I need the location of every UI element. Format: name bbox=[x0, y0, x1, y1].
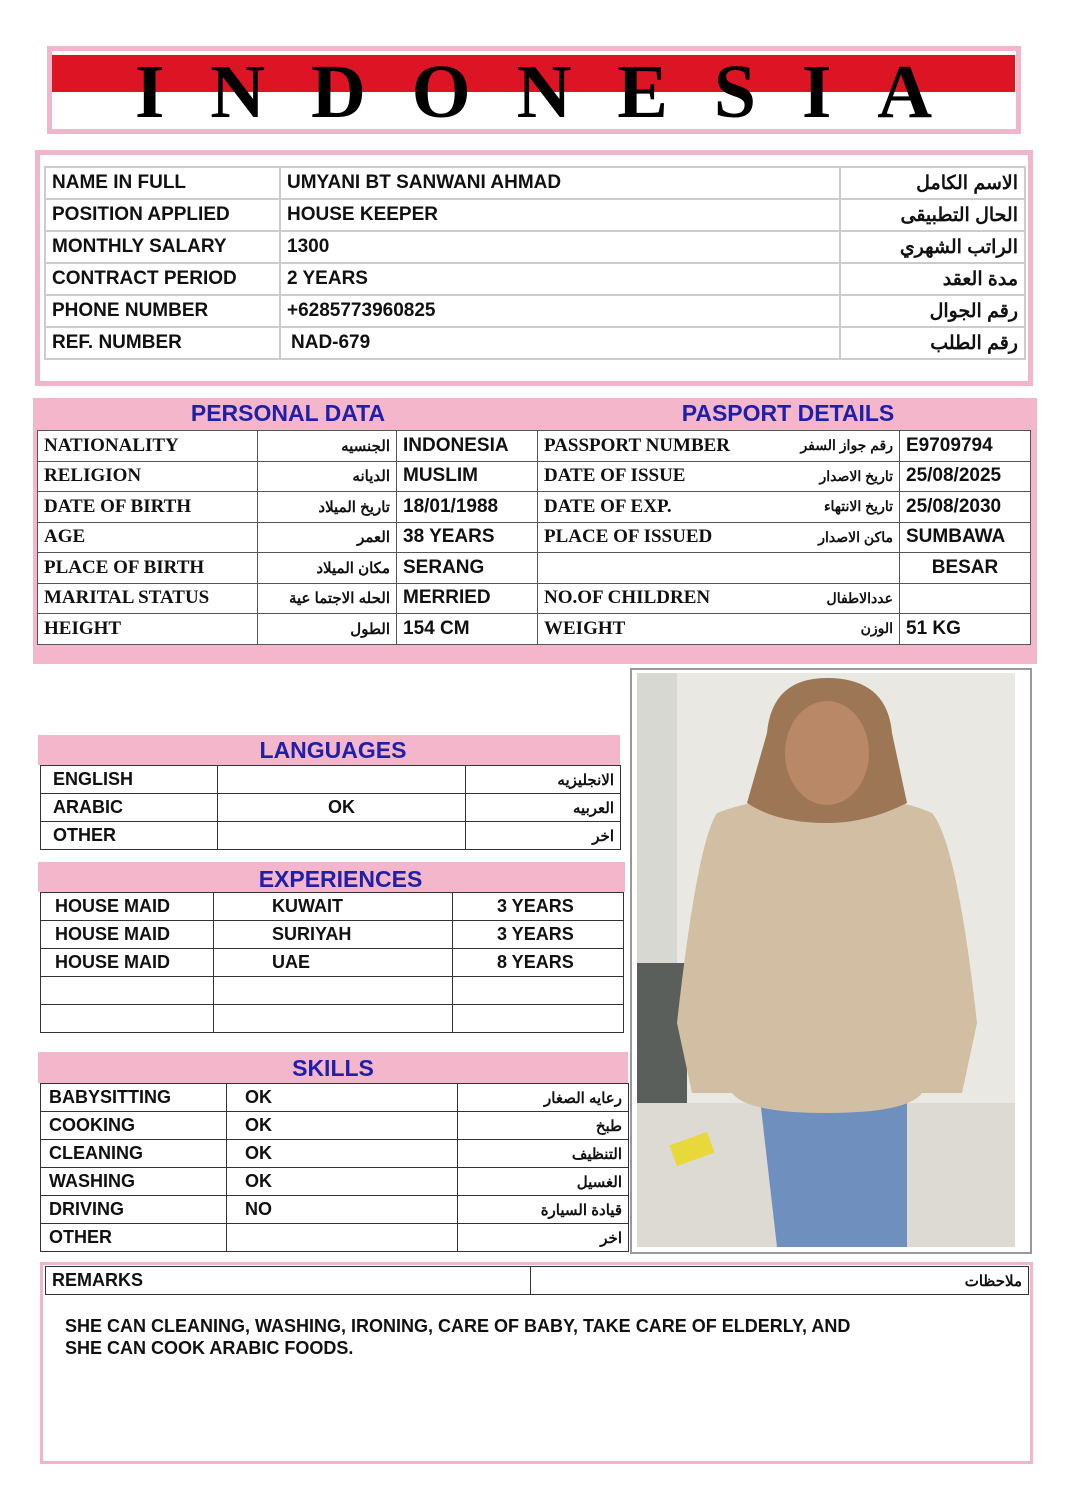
experience-job bbox=[41, 1005, 214, 1033]
skill-label-ar: الغسيل bbox=[458, 1168, 629, 1196]
table-row bbox=[38, 614, 1031, 645]
skill-value: OK bbox=[227, 1084, 458, 1112]
field-value: NAD-679 bbox=[280, 327, 840, 359]
photo-frame bbox=[630, 668, 1032, 1254]
passport-label: DATE OF ISSUE bbox=[538, 461, 758, 492]
skills-table bbox=[40, 1083, 629, 1252]
title-letter: I bbox=[801, 49, 832, 134]
experiences-table bbox=[40, 892, 624, 1033]
skill-label-ar: قيادة السيارة bbox=[458, 1196, 629, 1224]
language-label-ar: العربيه bbox=[466, 794, 621, 822]
skill-value bbox=[227, 1224, 458, 1252]
table-row bbox=[45, 199, 1025, 231]
personal-label: AGE bbox=[38, 522, 258, 553]
personal-label: NATIONALITY bbox=[38, 431, 258, 462]
experience-years bbox=[453, 1005, 624, 1033]
remarks-text bbox=[65, 1315, 850, 1359]
language-label: ARABIC bbox=[41, 794, 218, 822]
personal-label: HEIGHT bbox=[38, 614, 258, 645]
personal-label: PLACE OF BIRTH bbox=[38, 553, 258, 584]
table-row bbox=[41, 893, 624, 921]
personal-label-ar: تاريخ الميلاد bbox=[258, 492, 397, 523]
language-level bbox=[218, 822, 466, 850]
experience-country: SURIYAH bbox=[214, 921, 453, 949]
field-label-ar: الحال التطبيقى bbox=[840, 199, 1025, 231]
field-label: REF. NUMBER bbox=[45, 327, 280, 359]
language-label-ar: اخر bbox=[466, 822, 621, 850]
personal-data-heading: PERSONAL DATA bbox=[190, 400, 386, 426]
remarks-line: SHE CAN CLEANING, WASHING, IRONING, CARE OF BABY, TAKE CARE OF ELDERLY, AND bbox=[65, 1316, 851, 1336]
personal-label-ar: الطول bbox=[258, 614, 397, 645]
field-label: CONTRACT PERIOD bbox=[45, 263, 280, 295]
table-row bbox=[45, 231, 1025, 263]
remarks-header bbox=[45, 1266, 1029, 1295]
skill-label-ar: طبخ bbox=[458, 1112, 629, 1140]
title-letter: A bbox=[877, 49, 933, 134]
table-row bbox=[41, 822, 621, 850]
field-value: UMYANI BT SANWANI AHMAD bbox=[280, 167, 840, 199]
passport-value: 25/08/2030 bbox=[900, 492, 1031, 523]
personal-label-ar: الحله الاجتما عية bbox=[258, 583, 397, 614]
personal-label-ar: مكان الميلاد bbox=[258, 553, 397, 584]
personal-value: SERANG bbox=[397, 553, 538, 584]
personal-value: 18/01/1988 bbox=[397, 492, 538, 523]
experience-years: 8 YEARS bbox=[453, 949, 624, 977]
table-row bbox=[41, 977, 624, 1005]
language-label: ENGLISH bbox=[41, 766, 218, 794]
skill-label: WASHING bbox=[41, 1168, 227, 1196]
experience-country bbox=[214, 977, 453, 1005]
remarks-line: SHE CAN COOK ARABIC FOODS. bbox=[65, 1338, 354, 1358]
personal-value: MERRIED bbox=[397, 583, 538, 614]
table-row bbox=[41, 1112, 629, 1140]
skill-value: OK bbox=[227, 1140, 458, 1168]
passport-label bbox=[538, 553, 758, 584]
personal-value: INDONESIA bbox=[397, 431, 538, 462]
title-letter: D bbox=[310, 49, 366, 134]
field-value: HOUSE KEEPER bbox=[280, 199, 840, 231]
experience-years: 3 YEARS bbox=[453, 893, 624, 921]
skill-label: COOKING bbox=[41, 1112, 227, 1140]
experience-job: HOUSE MAID bbox=[41, 893, 214, 921]
field-label-ar: الراتب الشهري bbox=[840, 231, 1025, 263]
passport-label-ar: رقم جواز السفر bbox=[758, 431, 900, 462]
title-letter: N bbox=[210, 49, 266, 134]
passport-label: NO.OF CHILDREN bbox=[538, 583, 758, 614]
passport-value: E9709794 bbox=[900, 431, 1031, 462]
personal-label-ar: الديانه bbox=[258, 461, 397, 492]
field-label-ar: مدة العقد bbox=[840, 263, 1025, 295]
skill-label: BABYSITTING bbox=[41, 1084, 227, 1112]
table-row bbox=[45, 327, 1025, 359]
passport-label-ar: عددالاطفال bbox=[758, 583, 900, 614]
passport-value: SUMBAWA bbox=[900, 522, 1031, 553]
table-row bbox=[41, 921, 624, 949]
title-letter: N bbox=[516, 49, 572, 134]
experiences-heading: EXPERIENCES bbox=[258, 866, 423, 892]
personal-label-ar: الجنسيه bbox=[258, 431, 397, 462]
passport-value bbox=[900, 583, 1031, 614]
skill-label: OTHER bbox=[41, 1224, 227, 1252]
passport-value: 51 KG bbox=[900, 614, 1031, 645]
personal-value: 38 YEARS bbox=[397, 522, 538, 553]
passport-label: PASSPORT NUMBER bbox=[538, 431, 758, 462]
remarks-label: REMARKS bbox=[46, 1267, 531, 1295]
title-letter: O bbox=[411, 49, 471, 134]
table-row bbox=[41, 766, 621, 794]
personal-passport-table bbox=[37, 430, 1031, 645]
skill-value: NO bbox=[227, 1196, 458, 1224]
experience-country: UAE bbox=[214, 949, 453, 977]
skills-heading: SKILLS bbox=[292, 1055, 374, 1081]
experience-years: 3 YEARS bbox=[453, 921, 624, 949]
skill-label: CLEANING bbox=[41, 1140, 227, 1168]
skill-value: OK bbox=[227, 1112, 458, 1140]
passport-label: DATE OF EXP. bbox=[538, 492, 758, 523]
experience-job: HOUSE MAID bbox=[41, 921, 214, 949]
language-level: OK bbox=[218, 794, 466, 822]
passport-label-ar: الوزن bbox=[758, 614, 900, 645]
experience-job: HOUSE MAID bbox=[41, 949, 214, 977]
experience-country: KUWAIT bbox=[214, 893, 453, 921]
languages-heading: LANGUAGES bbox=[259, 737, 407, 763]
languages-table bbox=[40, 765, 621, 850]
field-label: NAME IN FULL bbox=[45, 167, 280, 199]
skill-label-ar: التنظيف bbox=[458, 1140, 629, 1168]
field-label: MONTHLY SALARY bbox=[45, 231, 280, 263]
field-label: POSITION APPLIED bbox=[45, 199, 280, 231]
table-row bbox=[41, 1084, 629, 1112]
passport-details-heading: PASPORT DETAILS bbox=[681, 400, 895, 426]
field-label: PHONE NUMBER bbox=[45, 295, 280, 327]
field-value: 2 YEARS bbox=[280, 263, 840, 295]
title-letter: I bbox=[134, 49, 165, 134]
experience-years bbox=[453, 977, 624, 1005]
language-label: OTHER bbox=[41, 822, 218, 850]
field-label-ar: رقم الجوال bbox=[840, 295, 1025, 327]
table-row bbox=[38, 522, 1031, 553]
table-row bbox=[41, 1168, 629, 1196]
passport-label-ar: تاريخ الاصدار bbox=[758, 461, 900, 492]
field-label-ar: الاسم الكامل bbox=[840, 167, 1025, 199]
table-row bbox=[45, 263, 1025, 295]
title-letter: S bbox=[713, 49, 757, 134]
personal-label: MARITAL STATUS bbox=[38, 583, 258, 614]
personal-label: DATE OF BIRTH bbox=[38, 492, 258, 523]
skill-label-ar: رعايه الصغار bbox=[458, 1084, 629, 1112]
field-value: +6285773960825 bbox=[280, 295, 840, 327]
table-row bbox=[38, 431, 1031, 462]
table-row bbox=[41, 1224, 629, 1252]
personal-label-ar: العمر bbox=[258, 522, 397, 553]
experience-country bbox=[214, 1005, 453, 1033]
candidate-photo bbox=[637, 673, 1015, 1247]
passport-label-ar: تاريخ الانتهاء bbox=[758, 492, 900, 523]
table-row bbox=[45, 167, 1025, 199]
table-row bbox=[38, 461, 1031, 492]
remarks-label-ar: ملاحظات bbox=[531, 1267, 1029, 1295]
field-label-ar: رقم الطلب bbox=[840, 327, 1025, 359]
experience-job bbox=[41, 977, 214, 1005]
passport-value: 25/08/2025 bbox=[900, 461, 1031, 492]
personal-value: 154 CM bbox=[397, 614, 538, 645]
skill-value: OK bbox=[227, 1168, 458, 1196]
passport-value: BESAR bbox=[900, 553, 1031, 584]
passport-label: WEIGHT bbox=[538, 614, 758, 645]
personal-label: RELIGION bbox=[38, 461, 258, 492]
country-title bbox=[52, 49, 1015, 134]
skill-label-ar: اخر bbox=[458, 1224, 629, 1252]
table-row bbox=[41, 1140, 629, 1168]
table-row bbox=[41, 1196, 629, 1224]
skill-label: DRIVING bbox=[41, 1196, 227, 1224]
passport-label-ar bbox=[758, 553, 900, 584]
personal-value: MUSLIM bbox=[397, 461, 538, 492]
language-level bbox=[218, 766, 466, 794]
table-row bbox=[38, 553, 1031, 584]
table-row bbox=[41, 949, 624, 977]
table-row bbox=[45, 295, 1025, 327]
table-row bbox=[38, 583, 1031, 614]
passport-label-ar: ماكن الاصدار bbox=[758, 522, 900, 553]
title-letter: E bbox=[617, 49, 668, 134]
table-row bbox=[41, 794, 621, 822]
passport-label: PLACE OF ISSUED bbox=[538, 522, 758, 553]
field-value: 1300 bbox=[280, 231, 840, 263]
language-label-ar: الانجليزيه bbox=[466, 766, 621, 794]
table-row bbox=[38, 492, 1031, 523]
info-table bbox=[44, 166, 1026, 360]
table-row bbox=[41, 1005, 624, 1033]
